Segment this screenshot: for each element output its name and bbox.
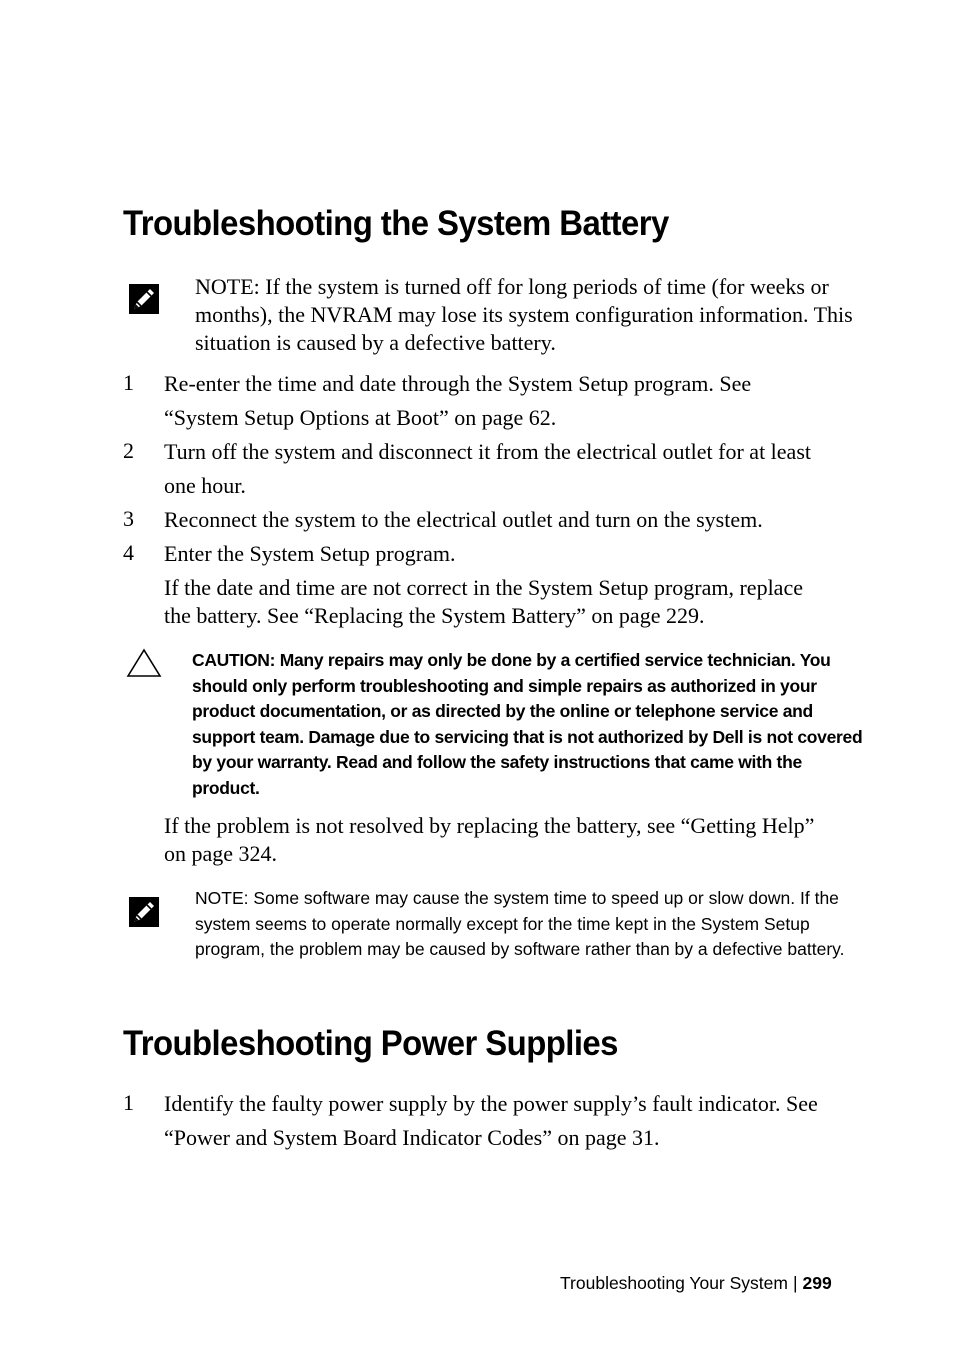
note-battery-nvram [195,273,855,357]
note-text: If the system is turned off for long periods of time (for weeks or months), the NVRAM may lose its system configuration information. This situation is caused by a defective battery. [195,274,853,355]
note-software-time [195,886,845,963]
note-label: NOTE: [195,274,260,299]
step-number: 1 [123,370,134,395]
note-icon [128,896,160,933]
note-icon [128,283,160,320]
caution-label: CAUTION: [192,650,276,670]
caution-text: Many repairs may only be done by a certified service technician. You should only perform troubleshooting and simple repairs as authorized in your product documentation, or as directed by the online or telephone service and support team. Damage due to servicing that is not authorized by Dell is not covered by your warranty. Read and follow the safety instructions that came with the product. [192,650,863,798]
step-number: 4 [123,540,134,565]
note-text: Some software may cause the system time to speed up or slow down. If the system seems to operate normally except for the time kept in the System Setup program, the problem may be caused by software rather than by a defective battery. [195,888,845,959]
step-number: 1 [123,1090,134,1115]
caution-icon [126,648,162,683]
section-title-system-battery: Troubleshooting the System Battery [123,204,669,243]
step-text: Turn off the system and disconnect it from the electrical outlet for at least one hour. [164,439,811,498]
section-title-power-supplies: Troubleshooting Power Supplies [123,1024,618,1063]
step-number: 2 [123,438,134,463]
step-text: Reconnect the system to the electrical outlet and turn on the system. [164,507,763,532]
step-text: Identify the faulty power supply by the power supply’s fault indicator. See “Power and System Board Indicator Codes” on page 31. [164,1091,818,1150]
after-caution-text: If the problem is not resolved by replacing the battery, see “Getting Help” on page 324. [164,813,815,866]
page-footer [560,1273,832,1294]
caution-block [192,648,864,801]
footer-chapter: Troubleshooting Your System [560,1273,788,1293]
note-label: NOTE: [195,888,249,908]
step-text: Enter the System Setup program. [164,541,456,566]
step-number: 3 [123,506,134,531]
step-followup: If the date and time are not correct in the System Setup program, replace the battery. See “Replacing the System Battery” on page 229. [164,575,803,628]
step-text: Re-enter the time and date through the System Setup program. See “System Setup Options at Boot” on page 62. [164,371,752,430]
footer-separator: | [792,1273,798,1293]
page-number: 299 [802,1273,832,1293]
